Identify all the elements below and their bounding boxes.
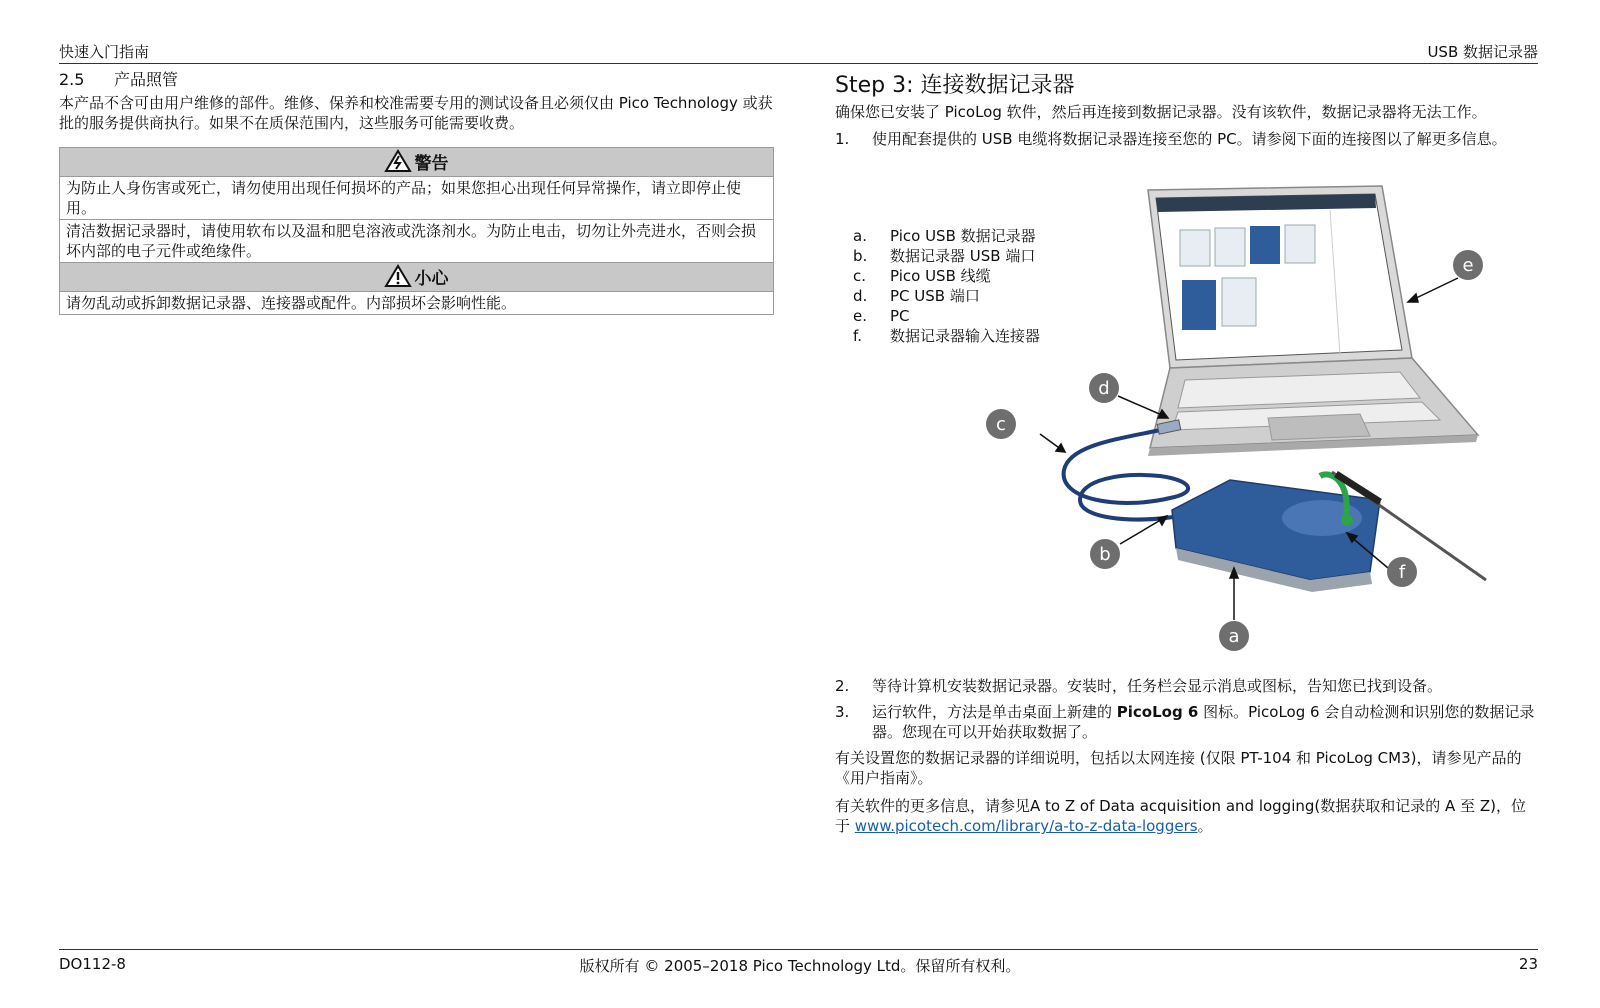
warning-title: 警告 [414, 154, 449, 174]
step-item-3 [835, 702, 1540, 742]
svg-text:c: c [996, 414, 1006, 435]
picolog-name: PicoLog 6 [1116, 703, 1199, 721]
laptop [1148, 186, 1478, 456]
footer-doc-id: DO112-8 [59, 955, 126, 973]
caution-item: 请勿乱动或拆卸数据记录器、连接器或配件。内部损坏会影响性能。 [60, 292, 774, 315]
svg-text:b: b [1099, 544, 1111, 565]
svg-text:a: a [1228, 626, 1240, 647]
legend-item: c. Pico USB 线缆 [853, 267, 991, 285]
caution-icon [385, 265, 411, 287]
warning-header [60, 148, 774, 177]
step-number: 3. [835, 703, 850, 721]
step-title: Step 3: 连接数据记录器 [835, 73, 1075, 98]
caution-title: 小心 [414, 269, 449, 289]
caution-header [60, 263, 774, 292]
more-info-paragraph: 有关软件的更多信息，请参见A to Z of Data acquisition and logging(数据获取和记录的 A 至 Z)，位于 www.picotech.com/library/a-to-z-data-loggers。 [835, 797, 1526, 835]
warning-item: 清洁数据记录器时，请使用软布以及温和肥皂溶液或洗涤剂水。为防止电击，切勿让外壳进水，否则会损坏内部的电子元件或绝缘件。 [60, 220, 774, 263]
care-paragraph: 本产品不含可由用户维修的部件。维修、保养和校准需要专用的测试设备且必须仅由 Pico Technology 或获批的服务提供商执行。如果不在质保范围内，这些服务可能需要收费。 [59, 94, 773, 132]
remaining-steps [835, 676, 1540, 844]
legend-item: d. PC USB 端口 [853, 287, 980, 305]
callout-f [1387, 557, 1417, 587]
legend-item: b. 数据记录器 USB 端口 [853, 247, 1036, 265]
svg-text:f: f [1398, 562, 1406, 583]
header-rule [59, 63, 1538, 64]
footer-copyright: 版权所有 © 2005–2018 Pico Technology Ltd。保留所有权利。 [579, 957, 1021, 975]
svg-text:d: d [1098, 378, 1110, 399]
svg-text:e: e [1462, 255, 1474, 276]
footer-page-number: 23 [1518, 955, 1538, 973]
callout-e [1453, 250, 1483, 280]
section-title: 产品照管 [114, 70, 179, 89]
care-section [59, 67, 774, 133]
step-item-1 [835, 129, 1540, 149]
legend-item: e. PC [853, 307, 910, 325]
warning-item: 为防止人身伤害或死亡，请勿使用出现任何损坏的产品；如果您担心出现任何异常操作，请立即停止使用。 [60, 177, 774, 220]
callout-a [1219, 621, 1249, 651]
step-text: 等待计算机安装数据记录器。安装时，任务栏会显示消息或图标，告知您已找到设备。 [872, 677, 1443, 695]
section-number: 2.5 [59, 70, 85, 89]
step-text: 使用配套提供的 USB 电缆将数据记录器连接至您的 PC。请参阅下面的连接图以了解更多信息。 [872, 130, 1507, 148]
callout-d [1089, 373, 1119, 403]
step-number: 2. [835, 677, 850, 695]
footer-rule [59, 949, 1538, 950]
step-intro: 确保您已安装了 PicoLog 软件，然后再连接到数据记录器。没有该软件，数据记录器将无法工作。 [835, 103, 1487, 121]
step-text-pre: 运行软件，方法是单击桌面上新建的 [872, 703, 1117, 721]
header-guide-title: 快速入门指南 [59, 43, 150, 61]
header-product-name: USB 数据记录器 [1427, 43, 1538, 61]
legend-item: a. Pico USB 数据记录器 [853, 227, 1036, 245]
step3-section [835, 68, 1540, 149]
setup-paragraph: 有关设置您的数据记录器的详细说明，包括以太网连接 (仅限 PT-104 和 PicoLog CM3)，请参见产品的《用户指南》。 [835, 749, 1522, 787]
step-text-post: 图标。PicoLog 6 会自动检测和识别您的数据记录器。您现在可以开始获取数据了。 [872, 703, 1535, 741]
connection-diagram [996, 180, 1540, 670]
step-number: 1. [835, 130, 850, 148]
step-item-2 [835, 676, 1540, 696]
warning-icon [385, 150, 411, 172]
legend-item: f. 数据记录器输入连接器 [853, 327, 1041, 345]
safety-notice-table [59, 147, 774, 315]
callout-b [1090, 539, 1120, 569]
a-to-z-link[interactable]: www.picotech.com/library/a-to-z-data-loggers [854, 817, 1198, 835]
section-heading [59, 67, 774, 90]
callout-c [986, 409, 1016, 439]
